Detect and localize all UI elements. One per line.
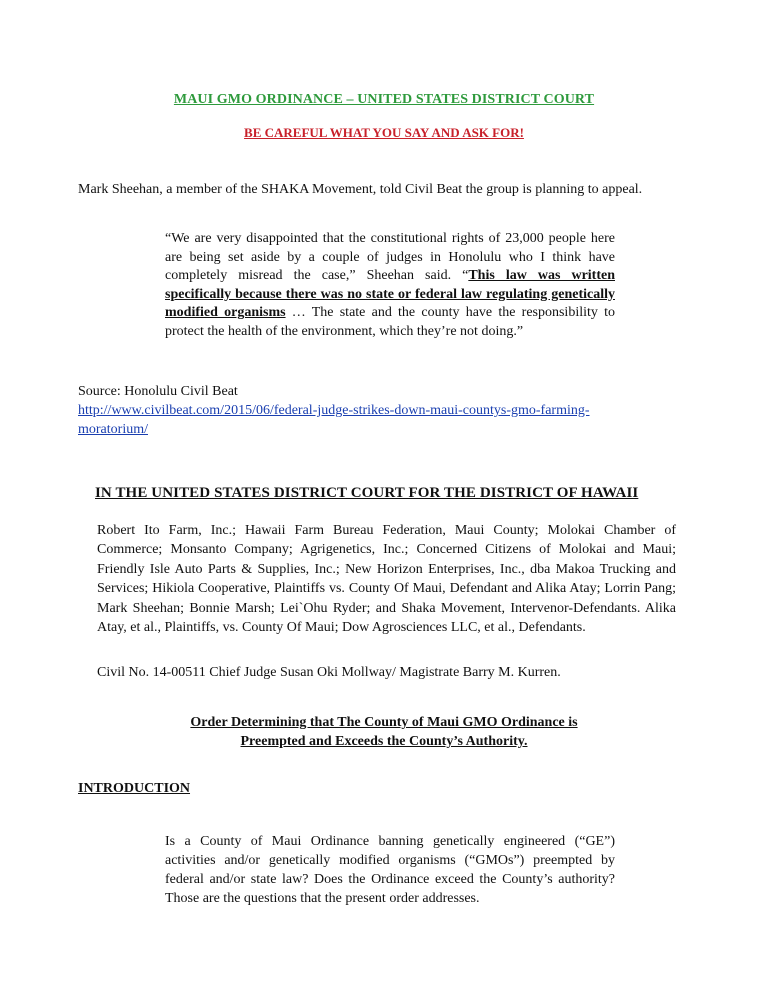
- case-parties: Robert Ito Farm, Inc.; Hawaii Farm Bureau Federation, Maui County; Molokai Chamber of Commerce; Monsanto Company; Agrigenetics, Inc.; Concerned Citizens of Molokai and Maui; Friendly Isle Auto Parts & Supplies, Inc.; New Horizon Enterprises, Inc., dba Makoa Trucking and Services; Hikiola Cooperative, Plaintiffs vs. County Of Maui, Defendant and Alika Atay; Lorrin Pang; Mark Sheehan; Bonnie Marsh; Lei`Ohu Ryder; and Shaka Movement, Intervenor-Defendants. Alika Atay, et al., Plaintiffs, vs. County Of Maui; Dow Agrosciences LLC, et al., Defendants.: [97, 523, 676, 636]
- order-title-line-2: Preempted and Exceeds the County’s Authority.: [240, 734, 528, 749]
- civil-number: Civil No. 14-00511 Chief Judge Susan Oki Mollway/ Magistrate Barry M. Kurren.: [97, 665, 561, 680]
- document-subtitle: BE CAREFUL WHAT YOU SAY AND ASK FOR!: [244, 125, 524, 140]
- quote-part-2: … The state and the county have the responsibility to protect the health of the environment, which they’re not doing.”: [165, 305, 615, 339]
- document-title: MAUI GMO ORDINANCE – UNITED STATES DISTRICT COURT: [173, 92, 595, 107]
- introduction-text: Is a County of Maui Ordinance banning genetically engineered (“GE”) activities and/or genetically modified organisms (“GMOs”) preempted by federal and/or state law? Does the Ordinance exceed the County’s authority? Those are the questions that the present order addresses.: [165, 834, 615, 906]
- court-heading: IN THE UNITED STATES DISTRICT COURT FOR THE DISTRICT OF HAWAII: [95, 485, 639, 501]
- source-link[interactable]: http://www.civilbeat.com/2015/06/federal-judge-strikes-down-maui-countys-gmo-farming-moratorium/: [78, 403, 590, 437]
- introduction-heading: INTRODUCTION: [78, 781, 191, 796]
- source-label: Source: Honolulu Civil Beat: [78, 384, 238, 399]
- intro-line: Mark Sheehan, a member of the SHAKA Movement, told Civil Beat the group is planning to appeal.: [78, 182, 643, 197]
- sheehan-quote: [165, 230, 615, 342]
- order-title-line-1: Order Determining that The County of Maui GMO Ordinance is: [190, 715, 578, 730]
- order-title: [150, 713, 618, 751]
- quote-part-1: “We are very disappointed that the constitutional rights of 23,000 people here are being set aside by a couple of judges in Honolulu who I think have completely misread the case,” Sheehan said. “: [165, 231, 615, 284]
- quote-emphasis: This law was written specifically because there was no state or federal law regulating genetically modified organisms: [165, 268, 615, 321]
